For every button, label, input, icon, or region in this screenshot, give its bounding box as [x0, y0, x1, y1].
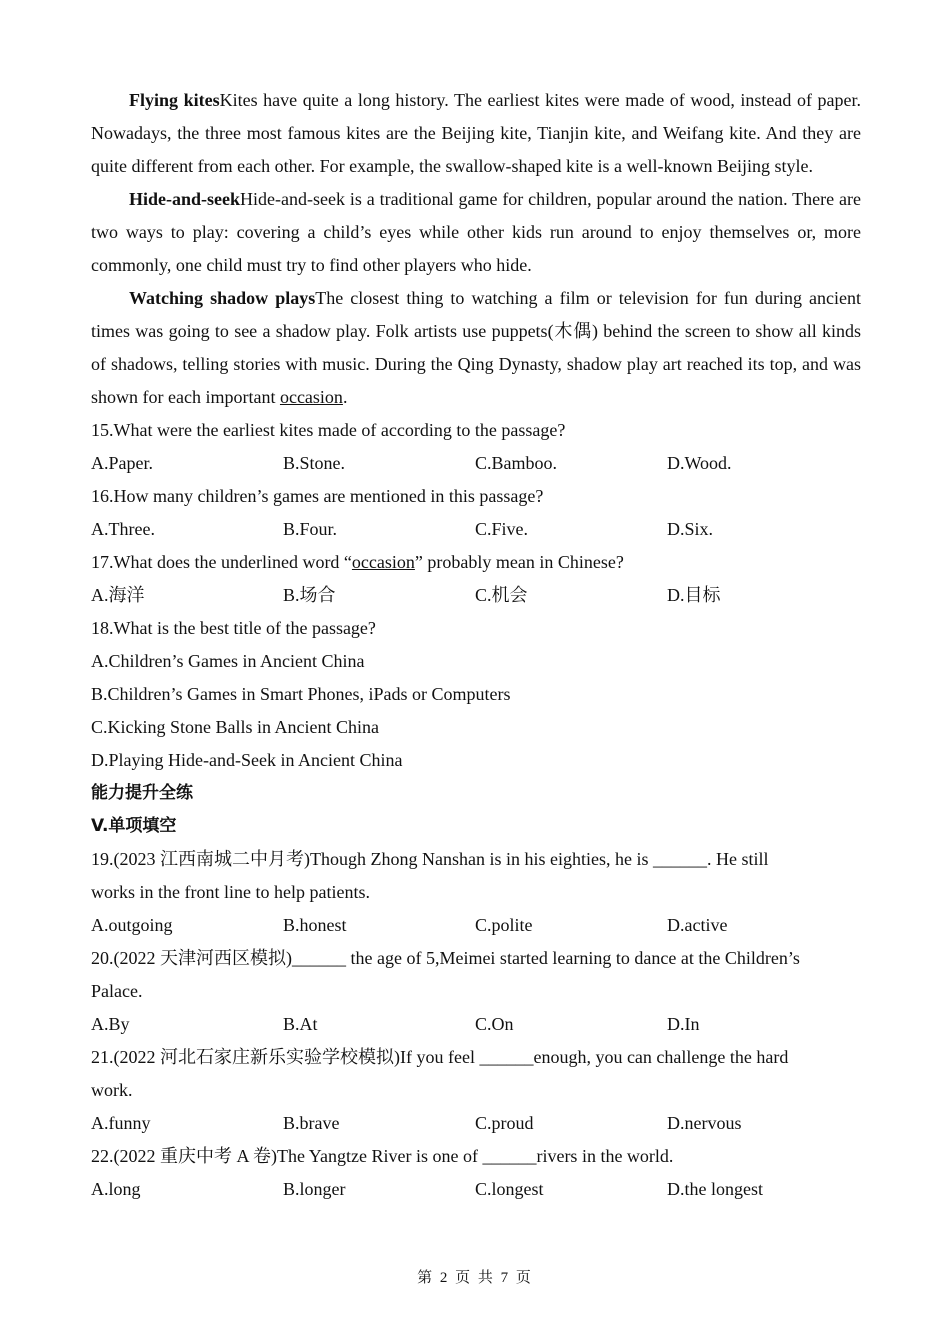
- document-page: [91, 84, 861, 1206]
- question-19: 19.(2023 江西南城二中月考)Though Zhong Nanshan is in his eighties, he is ______. He still: [91, 849, 769, 869]
- option-c: C.Bamboo.: [475, 453, 558, 473]
- option-a: A.outgoing: [91, 915, 173, 935]
- option-c: C.机会: [475, 585, 528, 605]
- option-a: A.By: [91, 1014, 130, 1034]
- question-18: 18.What is the best title of the passage?: [91, 618, 376, 638]
- section-subtitle: V.单项填空: [91, 816, 177, 836]
- option-b: B.Stone.: [283, 453, 346, 473]
- options-21: [91, 1107, 861, 1140]
- option-d: D.In: [667, 1014, 700, 1034]
- option-a: A.Three.: [91, 519, 155, 539]
- option-b: B.brave: [283, 1113, 340, 1133]
- options-20: [91, 1008, 861, 1041]
- option-b: B.Four.: [283, 519, 338, 539]
- option-d: D.Six.: [667, 519, 714, 539]
- option-b: B.场合: [283, 585, 336, 605]
- option-a: A.funny: [91, 1113, 151, 1133]
- option-c: C.proud: [475, 1113, 534, 1133]
- options-19: [91, 909, 861, 942]
- paragraph-body: Hide‑and‑seek is a traditional game for children, popular around the nation. There are two ways to play: covering a child’s eyes while other kids run around to enjoy themselves or, more commonly, one child must try to find other players who hide.: [91, 189, 861, 275]
- section-title: 能力提升全练: [91, 783, 193, 803]
- option-b: B.honest: [283, 915, 347, 935]
- paragraph-title: Flying kites: [129, 90, 220, 110]
- question-22: 22.(2022 重庆中考 A 卷)The Yangtze River is one of ______rivers in the world.: [91, 1146, 674, 1166]
- option-b: B.longer: [283, 1179, 346, 1199]
- question-15: 15.What were the earliest kites made of according to the passage?: [91, 420, 566, 440]
- option-c: C.Five.: [475, 519, 529, 539]
- question-17: 17.What does the underlined word “occasion” probably mean in Chinese?: [91, 552, 624, 572]
- option-c: C.On: [475, 1014, 514, 1034]
- question-19-cont: works in the front line to help patients.: [91, 882, 370, 902]
- question-20: 20.(2022 天津河西区模拟)______ the age of 5,Meimei started learning to dance at the Children’s: [91, 948, 800, 968]
- paragraph-title: Watching shadow plays: [129, 288, 316, 308]
- question-16: 16.How many children’s games are mentioned in this passage?: [91, 486, 544, 506]
- passage-paragraph-kites: [91, 84, 861, 183]
- option-d: D.the longest: [667, 1179, 763, 1199]
- passage-paragraph-hide-and-seek: [91, 183, 861, 282]
- option-c: C.longest: [475, 1179, 544, 1199]
- option-d: D.active: [667, 915, 728, 935]
- option-d: D.目标: [667, 585, 721, 605]
- option-a: A.long: [91, 1179, 141, 1199]
- option-d: D.Wood.: [667, 453, 732, 473]
- question-21-cont: work.: [91, 1080, 133, 1100]
- option-b: B.Children’s Games in Smart Phones, iPads or Computers: [91, 684, 511, 704]
- option-d: D.nervous: [667, 1113, 742, 1133]
- options-15: [91, 447, 861, 480]
- page-footer: 第 2 页 共 7 页: [417, 1270, 533, 1286]
- options-22: [91, 1173, 861, 1206]
- options-17: [91, 579, 861, 612]
- paragraph-body: Kites have quite a long history. The earliest kites were made of wood, instead of paper. Nowadays, the three most famous kites are the Beijing kite, Tianjin kite, and Weifang kite. And they are quite different from each other. For example, the swallow‑shaped kite is a well‑known Beijing style.: [91, 90, 861, 176]
- option-c: C.polite: [475, 915, 533, 935]
- underlined-word: occasion: [351, 552, 415, 572]
- option-a: A.Paper.: [91, 453, 153, 473]
- option-a: A.海洋: [91, 585, 145, 605]
- underlined-word: occasion: [279, 387, 343, 407]
- paragraph-title: Hide‑and‑seek: [129, 189, 241, 209]
- option-c: C.Kicking Stone Balls in Ancient China: [91, 717, 379, 737]
- option-a: A.Children’s Games in Ancient China: [91, 651, 365, 671]
- paragraph-body: The closest thing to watching a film or television for fun during ancient times was going to see a shadow play. Folk artists use puppets(木偶) behind the screen to show all kinds of shadows, telling stories with music. During the Qing Dynasty, shadow play art reached its top, and was shown for each important: [91, 288, 862, 407]
- option-b: B.At: [283, 1014, 318, 1034]
- option-d: D.Playing Hide‑and‑Seek in Ancient China: [91, 750, 403, 770]
- question-21: 21.(2022 河北石家庄新乐实验学校模拟)If you feel ______enough, you can challenge the hard: [91, 1047, 789, 1067]
- passage-paragraph-shadow-plays: Watching shadow playsThe closest thing to watching a film or television for fun during ancient times was going to see a shadow play. Folk artists use puppets(木偶) behind the screen to show all kinds of shadows, telling stories with music. During the Qing Dynasty, shadow play art reached its top, and was shown for each important occasion.: [91, 288, 862, 407]
- options-16: [91, 513, 861, 546]
- question-20-cont: Palace.: [91, 981, 143, 1001]
